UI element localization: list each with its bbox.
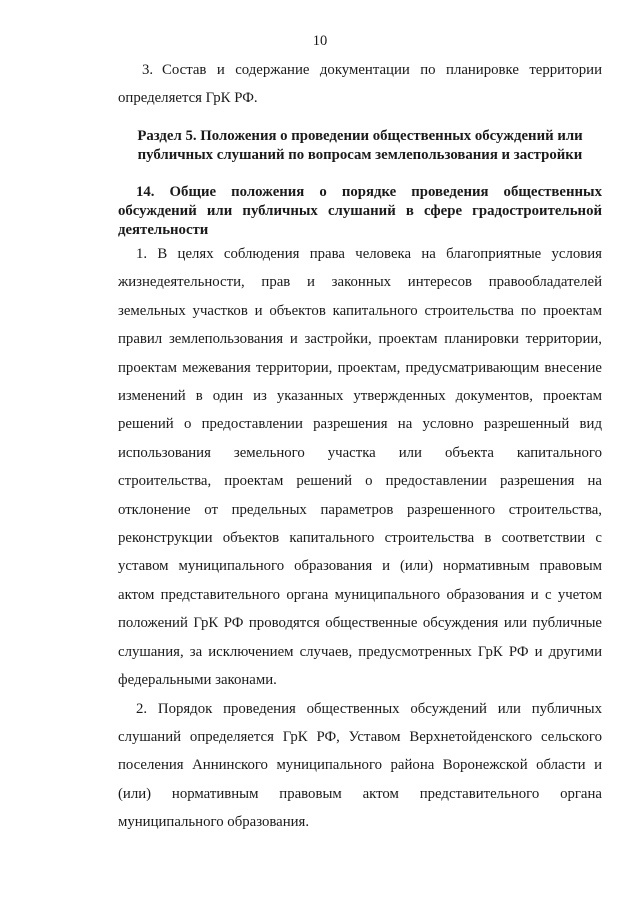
page-number: 10 [312, 33, 328, 49]
article-body [118, 240, 602, 837]
paragraph-2: 2. Порядок проведения общественных обсуждений или публичных слушаний определяется ГрК РФ, Уставом Верхнетойденского сельского поселения Аннинского муниципального района Воронежской области и (или) нормативным правовым актом представительного органа муниципального образования. [118, 700, 602, 831]
intro-block [118, 56, 602, 113]
intro-text: Состав и содержание документации по планировке территории определяется ГрК РФ. [118, 62, 602, 107]
paragraph-1: 1. В целях соблюдения права человека на благоприятные условия жизнедеятельности, прав и законных интересов правообладателей земельных участков и объектов капитального строительства по проектам правил землепользования и застройки, проектам планировки территории, проектам межевания территории, проектам, предусматривающим внесение изменений в один из указанных утвержденных документов, проектам решений о предоставлении разрешения на условно разрешенный вид использования земельного участка или объекта капитального строительства, проектам решений о предоставлении разрешения на отклонение от предельных параметров разрешенного строительства, реконструкции объектов капитального строительства в соответствии с уставом муниципального образования и (или) нормативным правовым актом представительного органа муниципального образования и с учетом положений ГрК РФ проводятся общественные обсуждения или публичные слушания, за исключением случаев, предусмотренных ГрК РФ и другими федеральными законами. [118, 246, 602, 689]
intro-number: 3. [142, 62, 154, 78]
article-title: 14. Общие положения о порядке проведения общественных обсуждений или публичных слушаний в сфере градостроительной деятельности [118, 184, 602, 238]
intro-paragraph [118, 56, 602, 113]
section-title: Раздел 5. Положения о проведении общественных обсуждений или публичных слушаний по вопросам землепользования и застройки [137, 128, 583, 163]
